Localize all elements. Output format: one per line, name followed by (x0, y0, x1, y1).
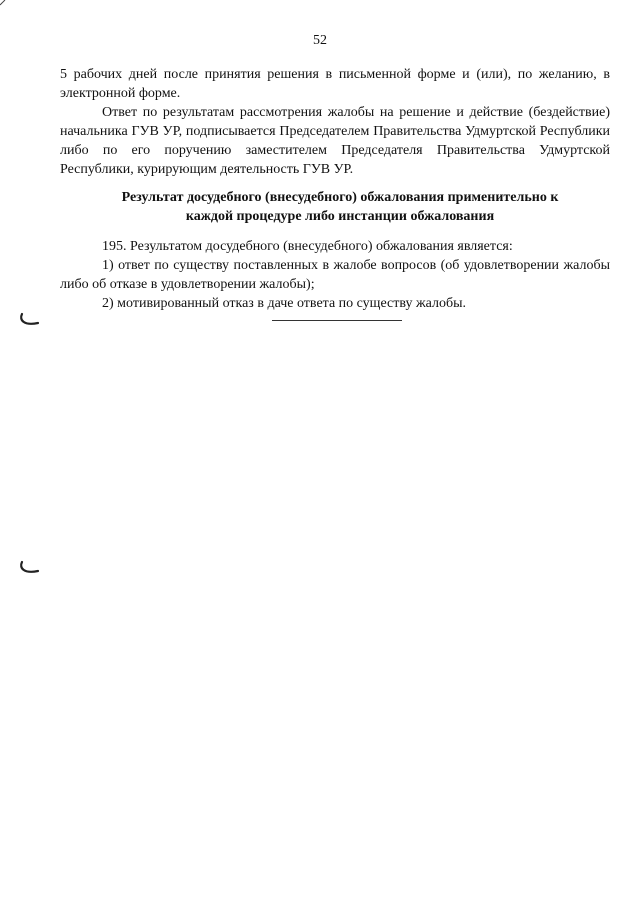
section-heading-line-2: каждой процедуре либо инстанции обжалования (185, 209, 495, 224)
section-heading-line-1: Результат досудебного (внесудебного) обжалования применительно к (121, 190, 559, 205)
paragraph-continuation: 5 рабочих дней после принятия решения в письменной форме и (или), по желанию, в электронной форме. (60, 67, 610, 101)
list-item-1: 1) ответ по существу поставленных в жалобе вопросов (об удовлетворении жалобы либо об отказе в удовлетворении жалобы); (60, 258, 610, 292)
binder-hole-mark-icon (18, 312, 40, 328)
page-number: 52 (313, 33, 327, 48)
list-item-2: 2) мотивированный отказ в даче ответа по существу жалобы. (102, 296, 467, 311)
clause-195-intro: 195. Результатом досудебного (внесудебного) обжалования является: (102, 239, 513, 254)
section-heading (80, 188, 600, 226)
scan-corner-mark (0, 0, 6, 6)
binder-hole-mark-icon (18, 560, 40, 576)
paragraph-response-signature: Ответ по результатам рассмотрения жалобы на решение и действие (бездействие) начальника ГУВ УР, подписывается Председателем Правительства Удмуртской Республики либо по его поручению заместителем Председателя Правительства Удмуртской Республики, курирующим деятельность ГУВ УР. (60, 105, 610, 177)
end-rule (272, 320, 402, 321)
